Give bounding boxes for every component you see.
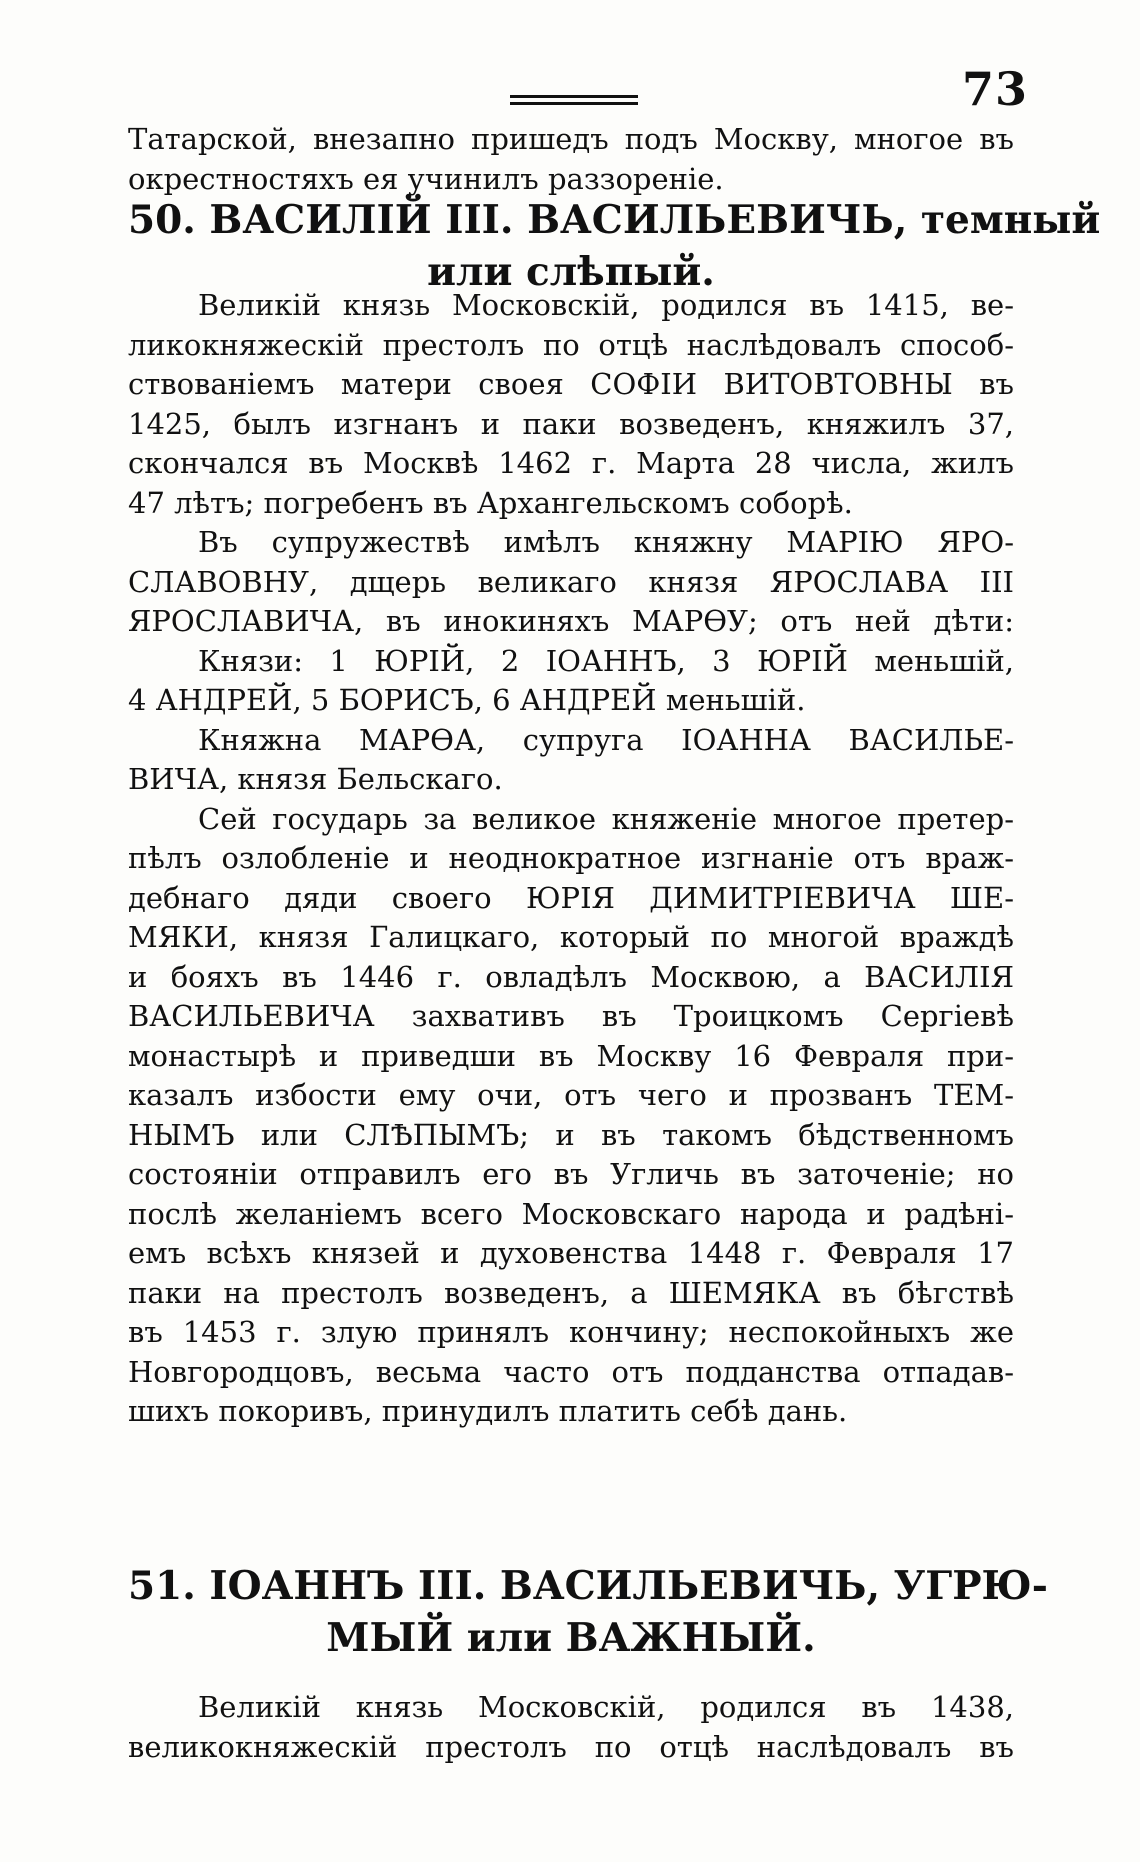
text-line: Сей государь за великое княженiе многое претер-	[198, 801, 1014, 836]
header-rule	[510, 95, 638, 105]
heading-line: 51. IОАННЪ III. ВАСИЛЬЕВИЧЬ, УГРЮ-	[128, 1563, 1048, 1609]
text-line: емъ всѣхъ князей и духовенства 1448 г. Февраля 17	[128, 1236, 1014, 1270]
text-line: 47 лѣтъ; погребенъ въ Архангельскомъ соборѣ.	[128, 485, 853, 520]
text-line: Великiй князь Московскiй, родился въ 1438,	[198, 1690, 1014, 1724]
heading-line: МЫЙ или ВАЖНЫЙ.	[326, 1615, 816, 1661]
text-line: 4 АНДРЕЙ, 5 БОРИСЪ, 6 АНДРЕЙ меньшiй.	[128, 683, 806, 717]
heading-line: или слѣпый.	[427, 249, 715, 295]
section-50-heading	[128, 194, 1101, 298]
text-line: въ 1453 г. злую принялъ кончину; неспокойныхъ же	[128, 1315, 1014, 1349]
text-line: шихъ покоривъ, принудилъ платить себѣ дань.	[128, 1394, 848, 1428]
text-line: Новгородцовъ, весьма часто отъ подданства отпадав-	[128, 1354, 1014, 1389]
text-line: 1425, былъ изгнанъ и паки возведенъ, княжилъ 37,	[128, 406, 1014, 441]
text-line: окрестностяхъ ея учинилъ раззоренiе.	[128, 161, 724, 196]
text-line: Великiй князь Московскiй, родился въ 1415, ве-	[198, 288, 1014, 322]
text-line: ВИЧА, князя Бельскаго.	[128, 762, 503, 796]
text-line: казалъ избости ему очи, отъ чего и прозванъ ТЕМ-	[128, 1078, 1014, 1112]
section-50-body	[128, 286, 1014, 1432]
text-line: паки на престолъ возведенъ, а ШЕМЯКА въ бѣгствѣ	[128, 1275, 1014, 1310]
text-line: пѣлъ озлобленiе и неоднократное изгнанiе отъ враж-	[128, 841, 1014, 875]
text-line: НЫМЪ или СЛѢПЫМЪ; и въ такомъ бѣдственномъ	[128, 1117, 1014, 1152]
section-51-heading	[128, 1560, 1048, 1664]
text-line: ликокняжескiй престолъ по отцѣ наслѣдовалъ способ-	[128, 327, 1014, 362]
text-line: ЯРОСЛАВИЧА, въ инокиняхъ МАРѲУ; отъ ней дѣти:	[128, 604, 1014, 638]
text-line: Въ супружествѣ имѣлъ княжну МАРIЮ ЯРО-	[198, 525, 1014, 559]
text-line: состоянiи отправилъ его въ Угличь въ заточенiе; но	[128, 1157, 1014, 1191]
text-line: дебнаго дяди своего ЮРIЯ ДИМИТРIЕВИЧА ШЕ-	[128, 880, 1014, 915]
text-line: монастырѣ и приведши въ Москву 16 Февраля при-	[128, 1038, 1014, 1073]
text-line: Княжна МАРѲА, супруга IОАННА ВАСИЛЬЕ-	[198, 722, 1014, 757]
text-line: СЛАВОВНУ, дщерь великаго князя ЯРОСЛАВА III	[128, 564, 1014, 599]
section-51-body	[128, 1688, 1014, 1767]
text-line: Татарской, внезапно пришедъ подъ Москву, многое въ	[128, 122, 1014, 156]
text-line: ВАСИЛЬЕВИЧА захвативъ въ Троицкомъ Сергiевѣ	[128, 999, 1014, 1033]
text-line: послѣ желанiемъ всего Московскаго народа и радѣнi-	[128, 1196, 1014, 1231]
text-line: и бояхъ въ 1446 г. овладѣлъ Москвою, а ВАСИЛIЯ	[128, 959, 1014, 994]
heading-line: 50. ВАСИЛIЙ III. ВАСИЛЬЕВИЧЬ, темный	[128, 197, 1101, 243]
intro-paragraph	[128, 120, 1014, 199]
text-line: МЯКИ, князя Галицкаго, который по многой враждѣ	[128, 920, 1014, 954]
text-line: ствованiемъ матери своея СОФIИ ВИТОВТОВНЫ въ	[128, 367, 1014, 401]
text-line: Князи: 1 ЮРIЙ, 2 IОАННЪ, 3 ЮРIЙ меньшiй,	[198, 643, 1014, 678]
text-line: великокняжескiй престолъ по отцѣ наслѣдовалъ въ	[128, 1729, 1014, 1764]
page-number: 73	[962, 62, 1029, 116]
text-line: скончался въ Москвѣ 1462 г. Марта 28 числа, жилъ	[128, 446, 1014, 480]
